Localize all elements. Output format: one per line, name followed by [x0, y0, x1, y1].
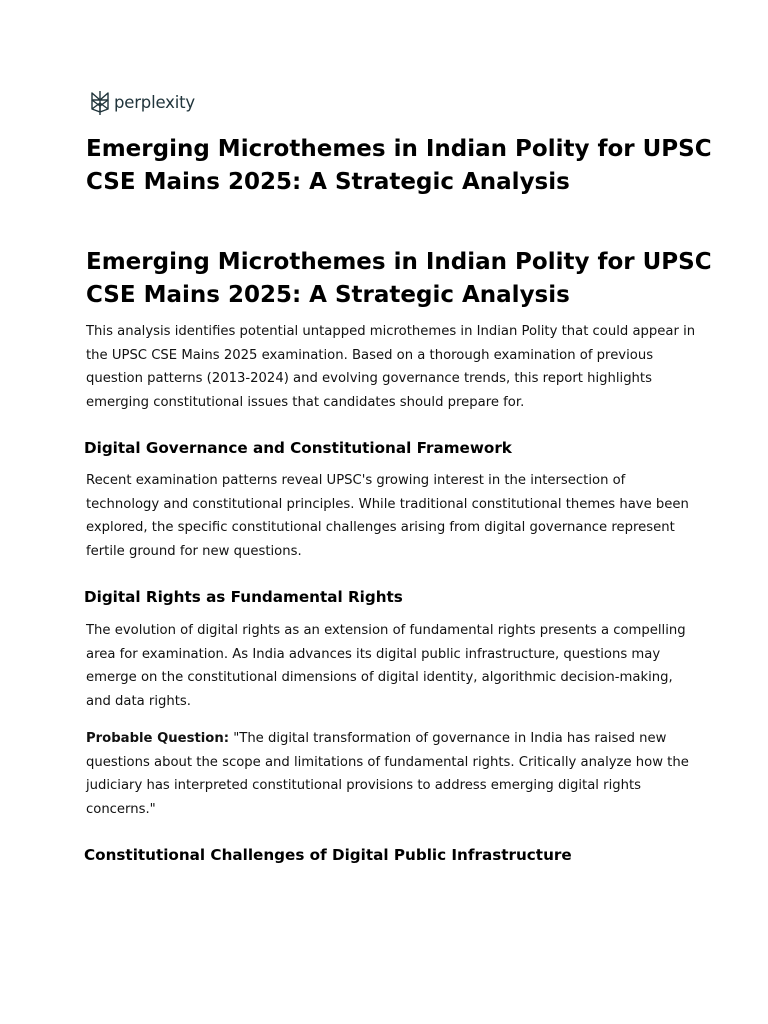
section-heading-digital-public-infrastructure: Constitutional Challenges of Digital Public Infrastructure — [84, 846, 572, 864]
section-heading-digital-governance: Digital Governance and Constitutional Framework — [84, 439, 512, 457]
brand-name: perplexity — [114, 93, 195, 112]
perplexity-logo-icon — [90, 90, 110, 116]
probable-question-text: "The digital transformation of governance in India has raised new questions about the scope and limitations of fundamental rights. Critically analyze how the judiciary has interpreted constitutional provisions to address emerging digital rights concerns." — [86, 731, 689, 818]
section-heading-digital-rights: Digital Rights as Fundamental Rights — [84, 588, 403, 606]
section-body-digital-rights: The evolution of digital rights as an extension of fundamental rights presents a compelling area for examination. As India advances its digital public infrastructure, questions may emerge on the constitutional dimensions of digital identity, algorithmic decision-making, and data rights. — [86, 623, 686, 710]
page-title: Emerging Microthemes in Indian Polity for UPSC CSE Mains 2025: A Strategic Analysis — [86, 249, 712, 308]
section-body-digital-governance: Recent examination patterns reveal UPSC's growing interest in the intersection of technology and constitutional principles. While traditional constitutional themes have been explored, the specific constitutional challenges arising from digital governance represent fertile ground for new questions. — [86, 473, 689, 560]
probable-question — [86, 727, 696, 822]
intro-paragraph: This analysis identifies potential untapped microthemes in Indian Polity that could appear in the UPSC CSE Mains 2025 examination. Based on a thorough examination of previous question patterns (2013-2024) and evolving governance trends, this report highlights emerging constitutional issues that candidates should prepare for. — [86, 324, 696, 411]
cover-title: Emerging Microthemes in Indian Polity for UPSC CSE Mains 2025: A Strategic Analysis — [86, 136, 712, 195]
probable-question-label: Probable Question: — [86, 731, 230, 746]
brand-logo — [90, 90, 195, 116]
